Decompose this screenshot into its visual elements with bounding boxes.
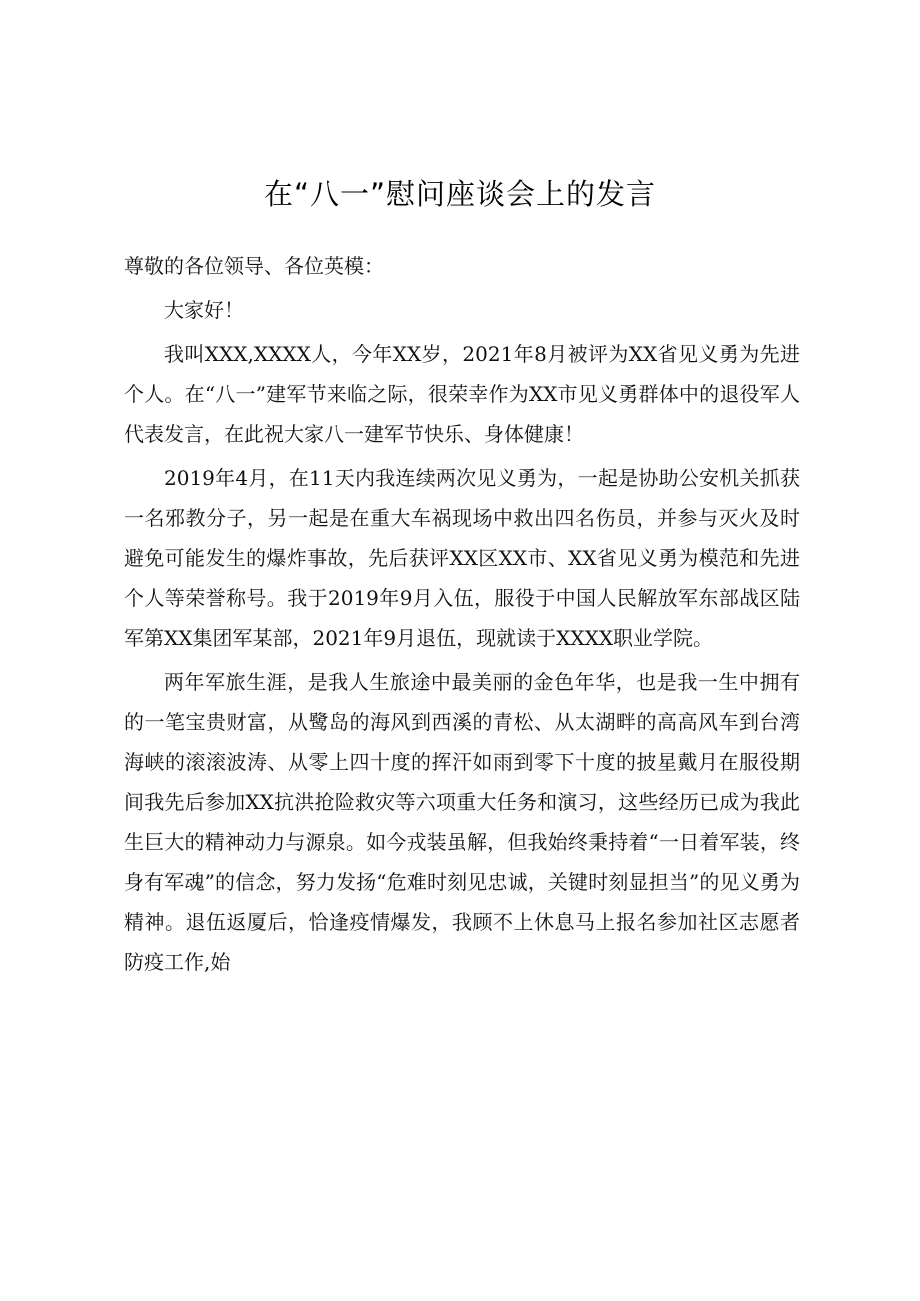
greeting: 大家好！ [164,298,244,322]
document-title: 在“八一”慰问座谈会上的发言 [263,177,657,211]
document-body [124,246,800,986]
salutation: 尊敬的各位领导、各位英模： [124,254,384,278]
paragraph-introduction: 我叫XXX,XXXX人，今年XX岁，2021年8月被评为XX省见义勇为先进个人。在“八一”建军节来临之际，很荣幸作为XX市见义勇群体中的退役军人代表发言，在此祝大家八一建军节快乐、身体健康！ [124,342,800,446]
paragraph-heroic-deeds: 2019年4月，在11天内我连续两次见义勇为，一起是协助公安机关抓获一名邪教分子，另一起是在重大车祸现场中救出四名伤员，并参与灭火及时避免可能发生的爆炸事故，先后获评XX区XX市、XX省见义勇为模范和先进个人等荣誉称号。我于2019年9月入伍，服役于中国人民解放军东部战区陆军第XX集团军某部，2021年9月退伍，现就读于XXXX职业学院。 [124,466,800,650]
paragraph-military-service: 两年军旅生涯，是我人生旅途中最美丽的金色年华，也是我一生中拥有的一笔宝贵财富，从鹭岛的海风到西溪的青松、从太湖畔的高高风车到台湾海峡的滚滚波涛、从零上四十度的挥汗如雨到零下十度的披星戴月在服役期间我先后参加XX抗洪抢险救灾等六项重大任务和演习，这些经历已成为我此生巨大的精神动力与源泉。如今戎装虽解，但我始终秉持着“一日着军装，终身有军魂”的信念，努力发扬“危难时刻见忠诚，关键时刻显担当”的见义勇为精神。退伍返厦后，恰逢疫情爆发，我顾不上休息马上报名参加社区志愿者防疫工作,始 [124,670,800,974]
